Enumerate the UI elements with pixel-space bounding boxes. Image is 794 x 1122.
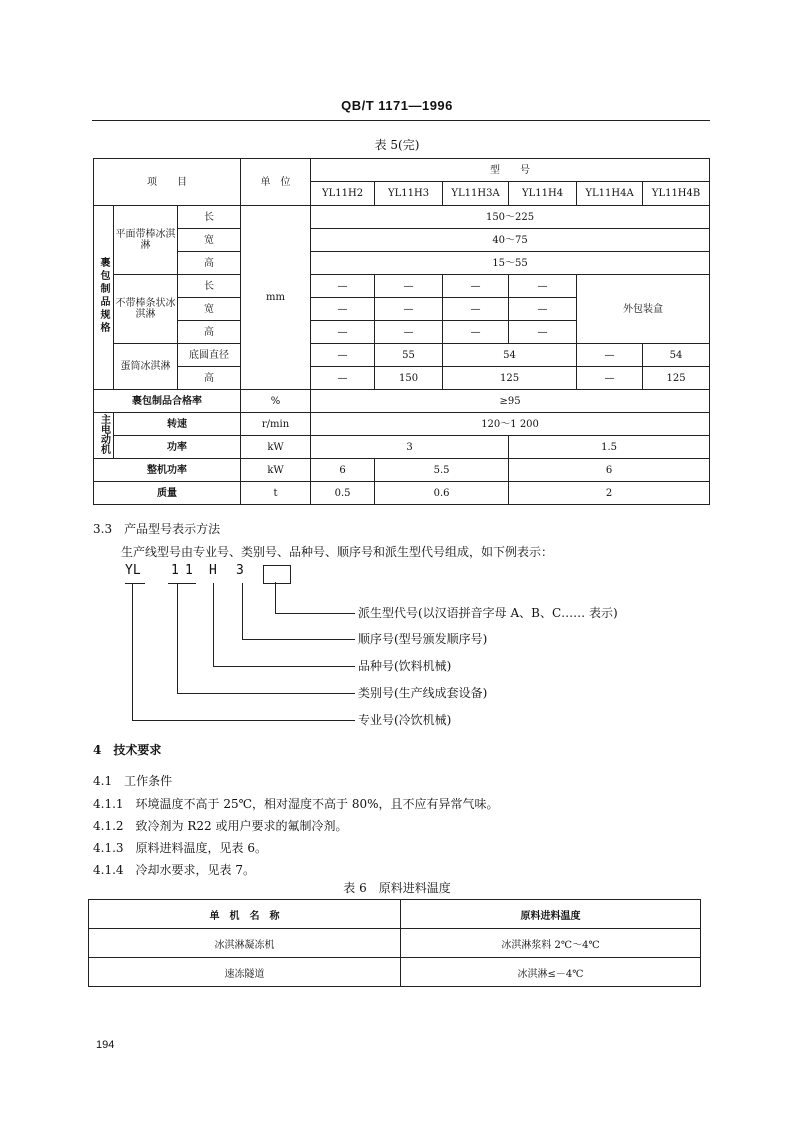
leader-line — [275, 613, 355, 614]
standard-code: QB/T 1171—1996 — [341, 98, 453, 113]
section-4-heading: 4 技术要求 — [93, 743, 162, 757]
temp-cell: 冰淇淋≤－4℃ — [401, 958, 701, 987]
non-stick-label: 不带棒条状冰淇淋 — [114, 275, 178, 344]
dash-cell: — — [509, 298, 577, 321]
mass-h2: 0.5 — [311, 482, 375, 505]
total-power-h2: 6 — [311, 459, 375, 482]
code-char-sequence: 3 — [236, 563, 244, 578]
code-char-product: H — [209, 563, 217, 578]
code-char-category: 1 — [171, 563, 179, 578]
section-4-1-4: 4.1.4 冷却水要求，见表 7。 — [93, 863, 255, 877]
cone-diam-h4b: 54 — [643, 344, 710, 367]
leader-line — [177, 583, 178, 694]
dim-label: 底圆直径 — [178, 344, 241, 367]
col-header-machine: 单 机 名 称 — [89, 900, 401, 929]
model-header: YL11H2 — [311, 182, 375, 206]
label-variety-number: 品种号(饮料机械) — [358, 659, 452, 673]
cone-diam-h3: 55 — [375, 344, 443, 367]
dim-label: 宽 — [178, 298, 241, 321]
flat-length-value: 150～225 — [311, 206, 710, 229]
section-4-1-3: 4.1.3 原料进料温度，见表 6。 — [93, 841, 267, 855]
mass-h3: 0.6 — [375, 482, 509, 505]
leader-line — [177, 693, 355, 694]
speed-unit: r/min — [241, 413, 311, 436]
dim-label: 长 — [178, 275, 241, 298]
leader-line — [242, 583, 243, 640]
machine-cell: 冰淇淋凝冻机 — [89, 929, 401, 958]
mass-unit: t — [241, 482, 311, 505]
code-underline — [168, 583, 182, 584]
dim-label: 高 — [178, 252, 241, 275]
table-row — [89, 958, 701, 987]
table-6 — [88, 899, 701, 987]
col-header-item: 项 目 — [94, 159, 241, 206]
mass-rest: 2 — [509, 482, 710, 505]
label-major-number: 专业号(冷饮机械) — [358, 713, 452, 727]
dash-cell: — — [311, 321, 375, 344]
code-char-variety: 1 — [185, 563, 193, 578]
cone-height-h3a-h4: 125 — [443, 367, 577, 390]
section-4-1-2: 4.1.2 致冷剂为 R22 或用户要求的氟制冷剂。 — [93, 819, 348, 833]
cone-height-h2: — — [311, 367, 375, 390]
dash-cell: — — [443, 298, 509, 321]
table6-caption: 表 6 原料进料温度 — [343, 881, 451, 895]
page-number: 194 — [96, 1039, 115, 1051]
leader-line — [132, 583, 133, 721]
model-header: YL11H4A — [577, 182, 643, 206]
model-header: YL11H4 — [509, 182, 577, 206]
dash-cell: — — [375, 321, 443, 344]
cone-diam-h2: — — [311, 344, 375, 367]
main-motor-label: 主电动机 — [94, 413, 114, 459]
dash-cell: — — [311, 298, 375, 321]
col-header-temp: 原料进料温度 — [401, 900, 701, 929]
power-value-b: 1.5 — [509, 436, 710, 459]
leader-line — [275, 582, 276, 613]
flat-stick-label: 平面带棒冰淇淋 — [114, 206, 178, 275]
group-label-packaged: 裹包制品规格 — [94, 206, 114, 390]
cone-height-h4a: — — [577, 367, 643, 390]
speed-value: 120～1 200 — [311, 413, 710, 436]
code-char-major: YL — [125, 563, 141, 578]
section-4-1: 4.1 工作条件 — [93, 774, 173, 788]
pass-rate-unit: % — [241, 390, 311, 413]
dash-cell: — — [509, 275, 577, 298]
cone-label: 蛋筒冰淇淋 — [114, 344, 178, 390]
section-3-3-body: 生产线型号由专业号、类别号、品种号、顺序号和派生型代号组成，如下例表示： — [121, 545, 554, 559]
dash-cell: — — [311, 275, 375, 298]
cone-height-h3: 150 — [375, 367, 443, 390]
dash-cell: — — [443, 321, 509, 344]
dash-cell: — — [443, 275, 509, 298]
leader-line — [213, 666, 355, 667]
total-power-rest: 6 — [509, 459, 710, 482]
leader-line — [132, 720, 355, 721]
flat-height-value: 15～55 — [311, 252, 710, 275]
derived-code-box — [263, 565, 291, 584]
header-rule — [92, 120, 710, 121]
col-header-unit: 单 位 — [241, 159, 311, 206]
total-power-label: 整机功率 — [94, 459, 241, 482]
cone-height-h4b: 125 — [643, 367, 710, 390]
cone-diam-h4a: — — [577, 344, 643, 367]
label-sequence-number: 顺序号(型号颁发顺序号) — [358, 632, 488, 646]
dim-label: 长 — [178, 206, 241, 229]
power-value-a: 3 — [311, 436, 509, 459]
power-label: 功率 — [114, 436, 241, 459]
col-header-model: 型 号 — [311, 159, 710, 182]
label-derived-code: 派生型代号(以汉语拼音字母 A、B、C…… 表示) — [358, 606, 618, 620]
dim-label: 高 — [178, 367, 241, 390]
machine-cell: 速冻隧道 — [89, 958, 401, 987]
pass-rate-value: ≥95 — [311, 390, 710, 413]
temp-cell: 冰淇淋浆料 2℃～4℃ — [401, 929, 701, 958]
label-category-number: 类别号(生产线成套设备) — [358, 686, 488, 700]
code-underline — [125, 583, 145, 584]
leader-line — [242, 639, 355, 640]
table5-caption: 表 5(完) — [374, 138, 420, 152]
code-underline — [182, 583, 196, 584]
dim-label: 宽 — [178, 229, 241, 252]
unit-mm: mm — [241, 206, 311, 390]
flat-width-value: 40～75 — [311, 229, 710, 252]
model-header: YL11H3 — [375, 182, 443, 206]
dash-cell: — — [509, 321, 577, 344]
pass-rate-label: 裹包制品合格率 — [94, 390, 241, 413]
dash-cell: — — [375, 298, 443, 321]
model-header: YL11H4B — [643, 182, 710, 206]
speed-label: 转速 — [114, 413, 241, 436]
total-power-unit: kW — [241, 459, 311, 482]
mass-label: 质量 — [94, 482, 241, 505]
power-unit: kW — [241, 436, 311, 459]
leader-line — [213, 583, 214, 667]
dash-cell: — — [375, 275, 443, 298]
outer-box-cell: 外包装盒 — [577, 275, 710, 344]
model-header: YL11H3A — [443, 182, 509, 206]
dim-label: 高 — [178, 321, 241, 344]
total-power-h3: 5.5 — [375, 459, 509, 482]
section-3-3-heading: 3.3 产品型号表示方法 — [93, 522, 221, 536]
table-5 — [93, 158, 710, 505]
cone-diam-h3a-h4: 54 — [443, 344, 577, 367]
section-4-1-1: 4.1.1 环境温度不高于 25℃，相对湿度不高于 80%，且不应有异常气味。 — [93, 797, 499, 811]
table-row — [89, 929, 701, 958]
